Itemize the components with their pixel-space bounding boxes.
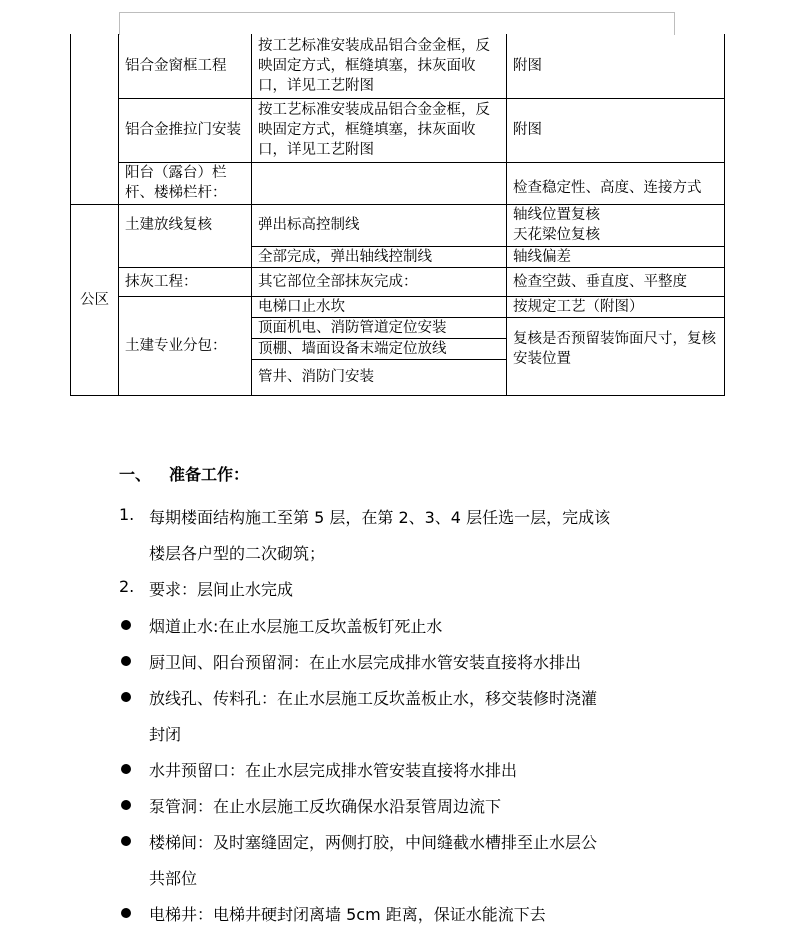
section-number: 一、 [119, 465, 152, 484]
table-row [71, 204, 725, 246]
content-cell: 按工艺标准安装成品铝合金金框，反映固定方式，框缝填塞，抹灰面收口，详见工艺附图 [252, 34, 507, 98]
item-cell: 土建专业分包： [119, 296, 252, 395]
list-item-text: 烟道止水:在止水层施工反坎盖板钉死止水 [149, 617, 443, 636]
content-cell: 电梯口止水坎 [252, 296, 507, 317]
list-item-text: 厨卫间、阳台预留洞：在止水层完成排水管安装直接将水排出 [149, 653, 582, 672]
content-cell: 顶棚、墙面设备末端定位放线 [252, 338, 507, 359]
list-item-text: 电梯井：电梯井硬封闭离墙 5cm 距离，保证水能流下去 [149, 905, 546, 924]
table-row [71, 162, 725, 204]
content-cell: 全部完成，弹出轴线控制线 [252, 246, 507, 267]
check-cell: 复核是否预留装饰面尺寸，复核安装位置 [507, 317, 725, 395]
item-cell: 土建放线复核 [119, 204, 252, 267]
list-item-text: 要求：层间止水完成 [149, 580, 294, 599]
item-cell: 铝合金窗框工程 [119, 34, 252, 98]
list-number: 1. [119, 505, 135, 524]
list-item-text: 封闭 [149, 725, 182, 744]
content-cell [252, 162, 507, 204]
table-row [71, 267, 725, 296]
bullet-icon [121, 908, 131, 918]
section-title: 准备工作： [169, 465, 250, 484]
item-cell: 阳台（露台）栏杆、楼梯栏杆： [119, 162, 252, 204]
content-cell: 按工艺标准安装成品铝合金金框，反映固定方式，框缝填塞，抹灰面收口，详见工艺附图 [252, 98, 507, 162]
list-item-text: 每期楼面结构施工至第 5 层，在第 2、3、4 层任选一层，完成该 [149, 508, 611, 527]
list-item-text: 共部位 [149, 869, 198, 888]
list-item-text: 楼梯间：及时塞缝固定，两侧打胶，中间缝截水槽排至止水层公 [149, 833, 598, 852]
zone-cell: 公区 [71, 204, 119, 395]
table-row [71, 98, 725, 162]
item-cell: 铝合金推拉门安装 [119, 98, 252, 162]
check-cell: 按规定工艺（附图） [507, 296, 725, 317]
list-number: 2. [119, 577, 135, 596]
list-item-text: 放线孔、传料孔：在止水层施工反坎盖板止水，移交装修时浇灌 [149, 689, 598, 708]
construction-spec-table [70, 34, 725, 396]
list-item-text: 泵管洞：在止水层施工反坎确保水沿泵管周边流下 [149, 797, 502, 816]
check-cell: 轴线位置复核 天花梁位复核 [507, 204, 725, 246]
content-cell: 顶面机电、消防管道定位安装 [252, 317, 507, 338]
check-cell: 轴线偏差 [507, 246, 725, 267]
bullet-icon [121, 620, 131, 630]
list-item-text: 水井预留口：在止水层完成排水管安装直接将水排出 [149, 761, 518, 780]
table-header-strip [119, 12, 675, 35]
bullet-icon [121, 800, 131, 810]
bullet-icon [121, 836, 131, 846]
content-cell: 弹出标高控制线 [252, 204, 507, 246]
item-cell: 抹灰工程： [119, 267, 252, 296]
table-row [71, 34, 725, 98]
zone-cell [71, 34, 119, 204]
bullet-icon [121, 692, 131, 702]
list-item-text: 楼层各户型的二次砌筑； [149, 544, 326, 563]
check-cell: 附图 [507, 98, 725, 162]
bullet-icon [121, 656, 131, 666]
section-heading [119, 462, 249, 485]
bullet-icon [121, 764, 131, 774]
table-row [71, 296, 725, 317]
check-cell: 检查稳定性、高度、连接方式 [507, 162, 725, 204]
content-cell: 其它部位全部抹灰完成： [252, 267, 507, 296]
content-cell: 管井、消防门安装 [252, 359, 507, 395]
check-cell: 检查空鼓、垂直度、平整度 [507, 267, 725, 296]
check-cell: 附图 [507, 34, 725, 98]
